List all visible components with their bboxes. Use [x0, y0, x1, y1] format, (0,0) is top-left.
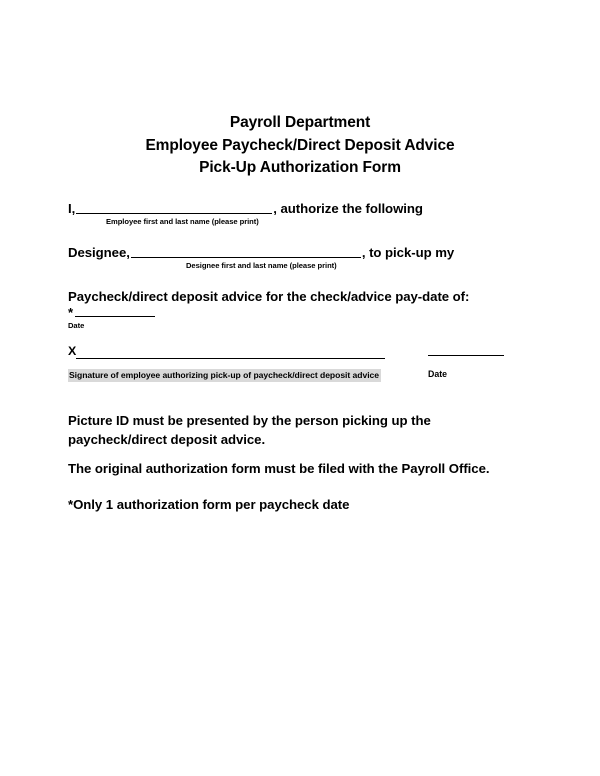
paydate-blank[interactable]	[75, 305, 155, 317]
designee-name-blank[interactable]	[131, 245, 361, 258]
title-line-1: Payroll Department	[229, 114, 371, 131]
title-line-3: Pick-Up Authorization Form	[199, 159, 401, 176]
note-original-form: The original authorization form must be filed with the Payroll Office.	[68, 461, 490, 476]
employee-name-blank[interactable]	[76, 201, 272, 214]
signature-date-caption: Date	[428, 369, 448, 379]
signature-line[interactable]	[76, 358, 385, 359]
authorize-suffix: , authorize the following	[273, 201, 423, 216]
paydate-caption: Date	[68, 321, 85, 330]
form-title-block	[0, 112, 600, 180]
signature-date-line[interactable]	[428, 355, 504, 356]
designee-name-caption: Designee first and last name (please print)	[186, 261, 337, 270]
designee-suffix: , to pick-up my	[361, 245, 455, 260]
note-only-one-per-date: *Only 1 authorization form per paycheck date	[68, 497, 350, 512]
authorize-row	[68, 200, 423, 218]
paydate-row	[68, 304, 155, 322]
designee-row	[68, 244, 454, 262]
title-line-2: Employee Paycheck/Direct Deposit Advice	[145, 136, 455, 154]
signature-x-mark: X	[68, 344, 77, 358]
employee-name-caption: Employee first and last name (please print)	[106, 217, 259, 226]
signature-caption: Signature of employee authorizing pick-up of paycheck/direct deposit advice	[69, 370, 379, 380]
paydate-asterisk: *	[68, 305, 74, 320]
paydate-label: Paycheck/direct deposit advice for the check/advice pay-date of:	[68, 289, 470, 304]
note-picture-id: Picture ID must be presented by the person picking up the paycheck/direct deposit advice.	[68, 413, 431, 447]
designee-prefix: Designee,	[68, 245, 130, 260]
authorize-prefix: I,	[68, 201, 76, 216]
